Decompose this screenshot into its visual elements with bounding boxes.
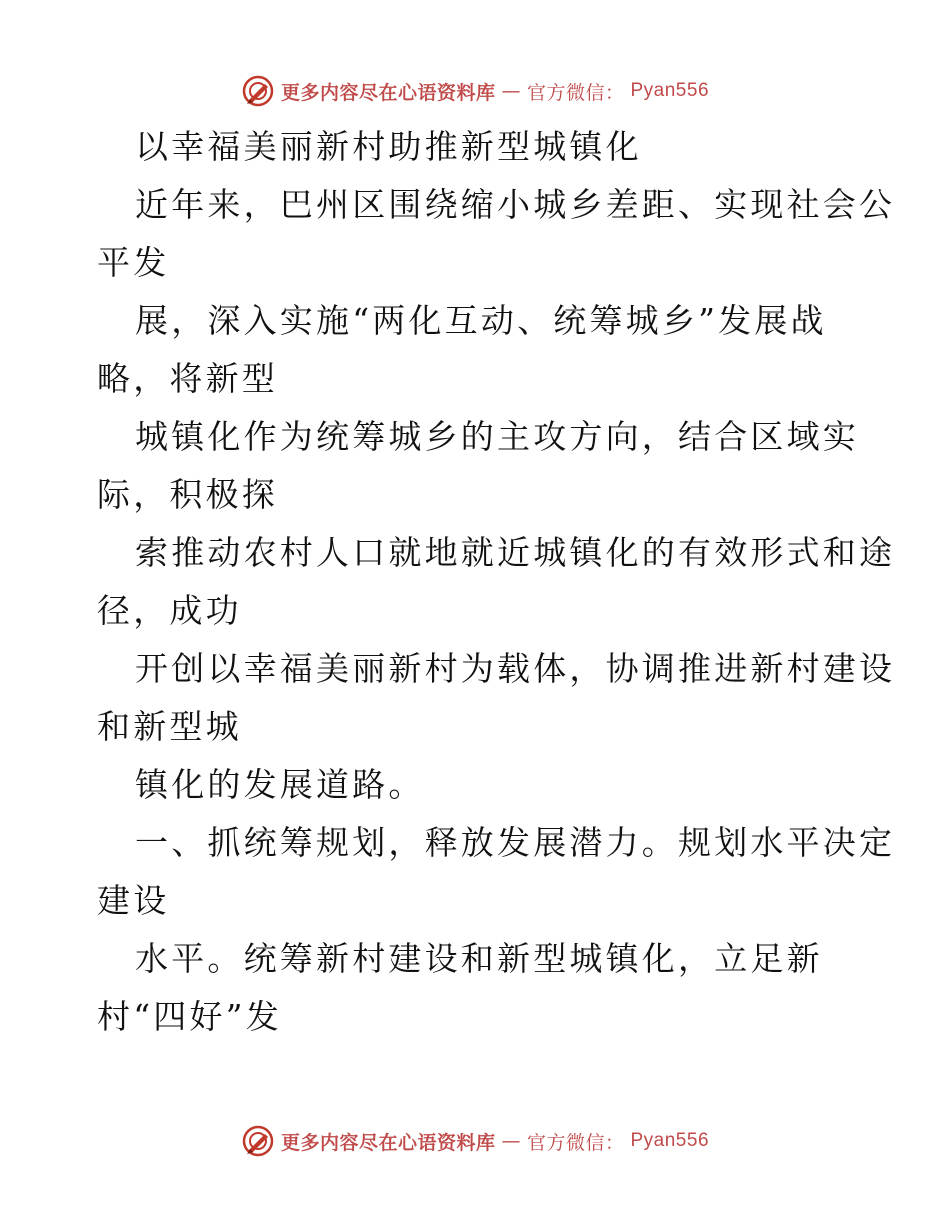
text-line: 一、抓统筹规划，释放发展潜力。规划水平决定 (135, 823, 896, 862)
document-body (97, 118, 896, 1046)
text-line: 水平。统筹新村建设和新型城镇化，立足新 (135, 939, 823, 978)
watermark-dash: — (501, 1130, 521, 1152)
text-line: 近年来，巴州区围绕缩小城乡差距、实现社会公 (135, 185, 896, 224)
watermark-main-text: 更多内容尽在心语资料库 (280, 1131, 496, 1154)
text-line: 村“四好”发 (97, 997, 282, 1036)
watermark-wechat-label: 官方微信： (526, 81, 625, 104)
text-line: 略，将新型 (97, 359, 278, 398)
text-line: 开创以幸福美丽新村为载体，协调推进新村建设 (135, 649, 896, 688)
watermark-dash: — (501, 80, 521, 102)
pen-logo-icon (241, 74, 275, 108)
text-line: 镇化的发展道路。 (135, 765, 425, 804)
watermark-wechat-label: 官方微信： (526, 1131, 625, 1154)
text-line: 城镇化作为统筹城乡的主攻方向，结合区域实 (135, 417, 859, 456)
text-line: 建设 (97, 881, 170, 920)
text-line: 平发 (97, 243, 170, 282)
watermark-wechat-id: Pyan556 (630, 1130, 710, 1151)
text-line: 和新型城 (97, 707, 242, 746)
text-line: 索推动农村人口就地就近城镇化的有效形式和途 (135, 533, 896, 572)
text-line: 际，积极探 (97, 475, 278, 514)
text-line: 展，深入实施“两化互动、统筹城乡”发展战 (135, 301, 827, 340)
footer-watermark (0, 1124, 950, 1158)
header-watermark (0, 74, 950, 108)
text-line: 径，成功 (97, 591, 242, 630)
watermark-wechat-id: Pyan556 (630, 80, 710, 101)
document-title: 以幸福美丽新村助推新型城镇化 (135, 127, 642, 166)
pen-logo-icon (241, 1124, 275, 1158)
watermark-main-text: 更多内容尽在心语资料库 (280, 81, 496, 104)
